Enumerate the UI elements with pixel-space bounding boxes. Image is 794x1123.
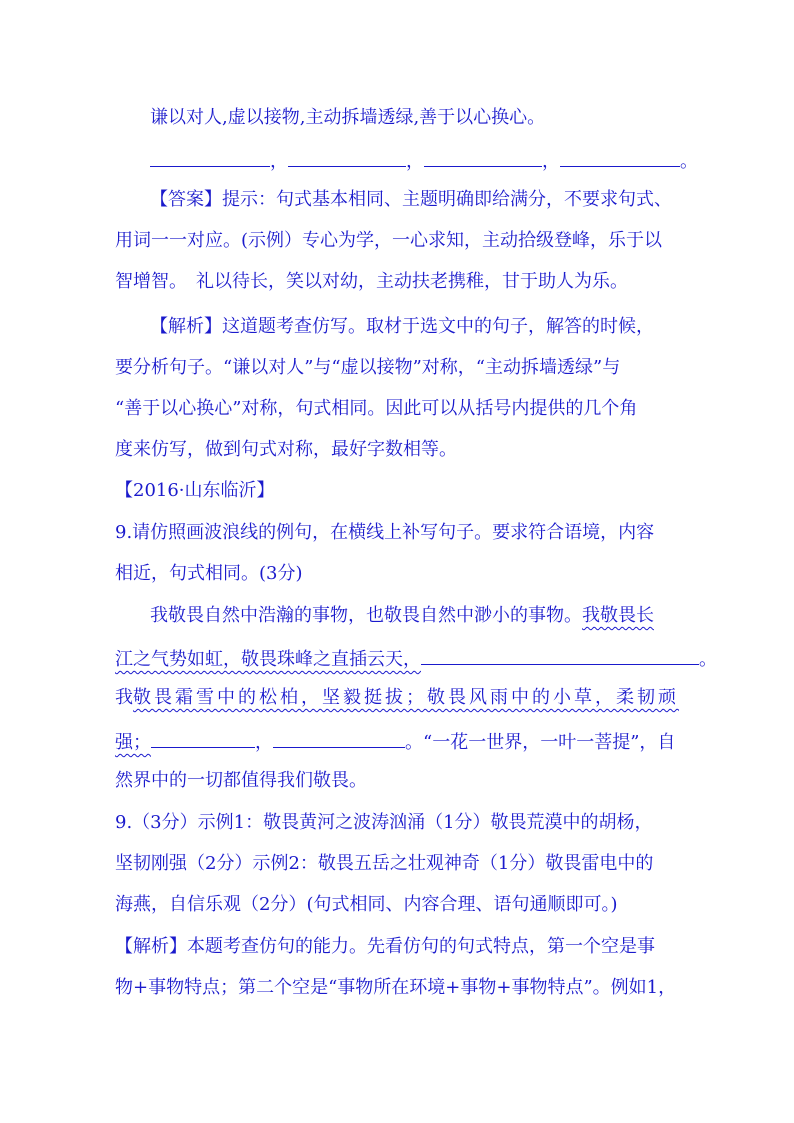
- wavy-example: 敬畏霜雪中的松柏，坚毅挺拔；敬畏风雨中的小草，柔韧顽: [133, 687, 679, 708]
- period: 。: [680, 151, 698, 172]
- passage-line-1: [150, 603, 654, 629]
- blank-2: [288, 146, 406, 167]
- answer-blank-2: [151, 727, 255, 748]
- answer-line-2: 用词一一对应。(示例）专心为学，一心求知，主动拾级登峰，乐于以: [115, 230, 663, 251]
- wavy-example: 强；: [115, 732, 151, 753]
- period: 。: [699, 649, 717, 670]
- solution-line-2: 坚韧刚强（2分）示例2：敬畏五岳之壮观神奇（1分）敬畏雷电中的: [115, 853, 654, 874]
- passage-text: 我: [115, 687, 133, 708]
- analysis-line-2: 要分析句子。“谦以对人”与“虚以接物”对称，“主动拆墙透绿”与: [115, 357, 621, 378]
- analysis-line-3: “善于以心换心”对称，句式相同。因此可以从括号内提供的几个角: [115, 398, 638, 419]
- passage-line-5: 然界中的一切都值得我们敬畏。: [115, 770, 367, 791]
- analysis-line-4: 度来仿写，做到句式对称，最好字数相等。: [115, 439, 457, 460]
- blank-line-row: [150, 146, 698, 175]
- blank-4: [560, 146, 680, 167]
- separator: ，: [542, 151, 560, 172]
- passage-text: 我敬畏自然中浩瀚的事物，也敬畏自然中渺小的事物。: [150, 605, 582, 626]
- wavy-example: 江之气势如虹，敬畏珠峰之直插云天，: [115, 649, 421, 670]
- answer-blank-1: [421, 644, 699, 665]
- solution-line-3: 海燕，自信乐观（2分）(句式相同、内容合理、语句通顺即可。): [115, 894, 618, 915]
- answer-line-3: 智增智。 礼以待长，笑以对幼，主动扶老携稚，甘于助人为乐。: [115, 271, 628, 292]
- analysis-line-1: 【解析】这道题考查仿写。取材于选文中的句子，解答的时候，: [150, 316, 654, 337]
- solution-analysis-line-2: 物+事物特点；第二个空是“事物所在环境+事物+事物特点”。例如1，: [115, 977, 677, 998]
- blank-3: [424, 146, 542, 167]
- solution-line-1: 9.（3分）示例1：敬畏黄河之波涛汹涌（1分）敬畏荒漠中的胡杨，: [115, 812, 653, 833]
- separator: ，: [406, 151, 424, 172]
- source-tag: 【2016·山东临沂】: [115, 480, 275, 501]
- separator: ，: [270, 151, 288, 172]
- question-line-2: 相近，句式相同。(3分): [115, 563, 303, 584]
- passage-line-4: [115, 727, 675, 756]
- solution-analysis-line-1: 【解析】本题考查仿句的能力。先看仿句的句式特点，第一个空是事: [115, 936, 655, 957]
- separator: ，: [255, 732, 273, 753]
- blank-1: [150, 146, 270, 167]
- wavy-example: 我敬畏长: [582, 605, 654, 626]
- answer-blank-3: [273, 727, 405, 748]
- answer-line-1: 【答案】提示：句式基本相同、主题明确即给满分，不要求句式、: [150, 189, 672, 210]
- passage-line-2: [115, 644, 717, 673]
- question-line-1: 9.请仿照画波浪线的例句，在横线上补写句子。要求符合语境，内容: [115, 522, 655, 543]
- passage-text: 。“一花一世界，一叶一菩提”，自: [405, 732, 676, 753]
- passage-line-3: [115, 685, 679, 711]
- example-sentence: 谦以对人,虚以接物,主动拆墙透绿,善于以心换心。: [150, 107, 546, 128]
